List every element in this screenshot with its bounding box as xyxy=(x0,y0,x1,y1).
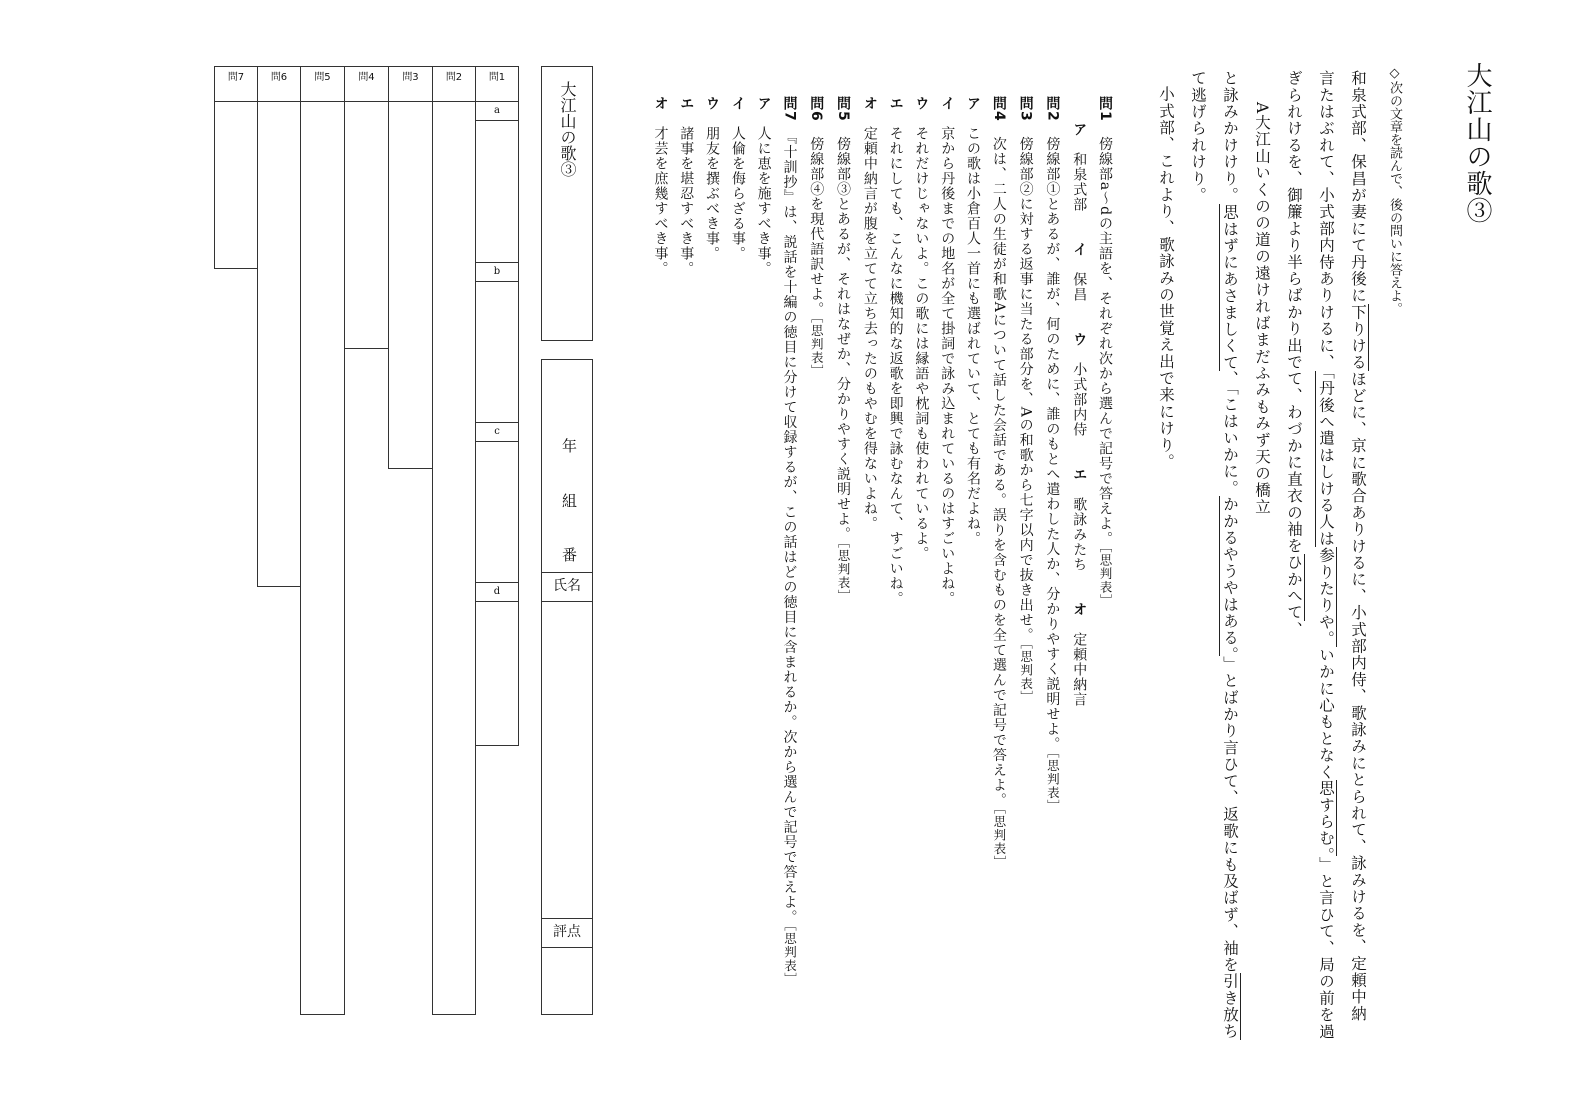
underline-3: 思はずにあさましくて xyxy=(1221,203,1239,371)
passage-line-1: 和泉式部、保昌が妻にて丹後に下りけるほどに、京に歌合ありけるに、小式部内侍、歌詠みにとられて、詠みけるを、定頼中納 xyxy=(1349,70,1367,1022)
questions xyxy=(647,96,1118,986)
question-6: 問6 傍線部④を現代語訳せよ。［思判表］ xyxy=(808,96,825,378)
number-label: 番 xyxy=(560,547,578,562)
answer-sub-d: d xyxy=(476,582,518,602)
student-info-box xyxy=(541,359,593,1015)
answer-sub-c: c xyxy=(476,422,518,442)
question-7-option: ウ 朋友を撰ぶべき事。 xyxy=(704,96,721,261)
answer-sub-a: a xyxy=(476,101,518,121)
sheet-title: 大江山の歌③ xyxy=(558,81,577,177)
year-label: 年 xyxy=(560,438,578,453)
underline-1: 「丹後へ遣はしける人は xyxy=(1317,370,1335,547)
answer-header-q6: 問6 xyxy=(257,66,301,102)
passage-line-7: 小式部、これより、歌詠みの世覚え出で来にけり。 xyxy=(1157,86,1175,471)
passage-line-2: 言たはぶれて、小式部内侍ありけるに、「丹後へ遣はしける人は参りたりや。いかに心もとなく思すらむ。」と言ひて、局の前を過 xyxy=(1317,70,1335,1040)
question-7-option: ア 人に恵を施すべき事。 xyxy=(755,96,772,276)
underline-4: かかるやうやはある。 xyxy=(1221,496,1239,656)
sheet-title-box xyxy=(541,66,593,341)
passage-line-3: ぎられけるを、御簾より半らばかり出でて、わづかに直衣の袖をひかへて、 xyxy=(1285,70,1303,638)
question-1-options: ア 和泉式部 イ 保昌 ウ 小式部内侍 エ 歌詠みたち オ 定頼中納言 xyxy=(1071,122,1088,707)
question-7: 問7 『十訓抄』は、説話を十編の徳目に分けて収録するが、この話はどの徳目に含まれるか。次から選んで記号で答えよ。［思判表］ xyxy=(781,96,798,986)
answer-header-q3: 問3 xyxy=(388,66,433,102)
underline-2: 参りたりや。 xyxy=(1317,546,1335,647)
score-label: 評点 xyxy=(553,924,581,940)
passage-line-5: と詠みかけけり。思はずにあさましくて、「こはいかに。かかるやうやはある。」とばかり言ひて、返歌にも及ばず、袖を引き放ち xyxy=(1221,70,1239,1040)
underline-c: ひかへて xyxy=(1285,554,1303,622)
question-3: 問3 傍線部②に対する返事に当たる部分を、Aの和歌から七字以内で抜き出せ。［思判表］ xyxy=(1017,96,1034,705)
question-4-option: イ 京から丹後までの地名が全て掛詞で詠み込まれているのはすごいよね。 xyxy=(939,96,956,606)
answer-header-q7: 問7 xyxy=(214,66,258,102)
answer-header-q4: 問4 xyxy=(344,66,389,102)
passage-line-6: て逃げられけり。 xyxy=(1189,70,1207,204)
question-1: 問1 傍線部a〜dの主語を、それぞれ次から選んで記号で答えよ。［思判表］ xyxy=(1097,96,1113,608)
waka-a: A大江山いくのの道の遠ければまだふみもみず天の橋立 xyxy=(1253,102,1271,516)
answer-box-q5[interactable] xyxy=(300,101,345,1015)
underline-d: 引き放ち xyxy=(1221,973,1239,1040)
answer-box-q3[interactable] xyxy=(388,101,433,469)
instruction: ◇次の文章を読んで、後の問いに答えよ。 xyxy=(1387,66,1402,315)
answer-sub-b: b xyxy=(476,262,518,282)
question-4-option: ウ それだけじゃないよ。この歌には縁語や枕詞も使われているよ。 xyxy=(913,96,930,561)
answer-header-q1: 問1 xyxy=(475,66,519,102)
score-row xyxy=(542,918,592,948)
answer-box-q4[interactable] xyxy=(344,101,389,349)
answer-box-q1[interactable] xyxy=(475,101,519,746)
answer-box-q2[interactable] xyxy=(432,101,476,1015)
answer-box-q6[interactable] xyxy=(257,101,301,587)
passage xyxy=(1150,70,1374,1040)
question-7-option: オ 才芸を庶幾すべき事。 xyxy=(652,96,669,276)
name-label: 氏名 xyxy=(553,578,581,594)
score-field xyxy=(542,946,592,1015)
underline-b: 思すらむ。 xyxy=(1317,780,1335,857)
question-4-option: オ 定頼中納言が腹を立てて立ち去ったのもやむを得ないよね。 xyxy=(861,96,878,531)
name-field[interactable] xyxy=(542,600,592,918)
answer-box-q7[interactable] xyxy=(214,101,258,269)
class-label: 組 xyxy=(560,493,578,508)
question-5: 問5 傍線部③とあるが、それはなぜか、分かりやすく説明せよ。［思判表］ xyxy=(835,96,852,603)
question-7-option: イ 人倫を侮らざる事。 xyxy=(729,96,746,261)
page-title: 大江山の歌③ xyxy=(1462,62,1492,224)
answer-header-q5: 問5 xyxy=(300,66,345,102)
question-4-option: ア この歌は小倉百人一首にも選ばれていて、とても有名だよね。 xyxy=(965,96,982,546)
question-4: 問4 次は、二人の生徒が和歌Aについて話した会話である。誤りを含むものを全て選んで記号で答えよ。［思判表］ xyxy=(990,96,1007,870)
underline-a: 下りける xyxy=(1349,303,1367,371)
name-row xyxy=(542,572,592,602)
answer-header-q2: 問2 xyxy=(432,66,476,102)
question-2: 問2 傍線部①とあるが、誰が、何のために、誰のもとへ遣わした人か、分かりやすく説明せよ。［思判表］ xyxy=(1044,96,1061,813)
question-4-option: エ それにしても、こんなに機知的な返歌を即興で詠むなんて、すごいね。 xyxy=(887,96,904,606)
question-7-option: エ 諸事を堪忍すべき事。 xyxy=(678,96,695,276)
